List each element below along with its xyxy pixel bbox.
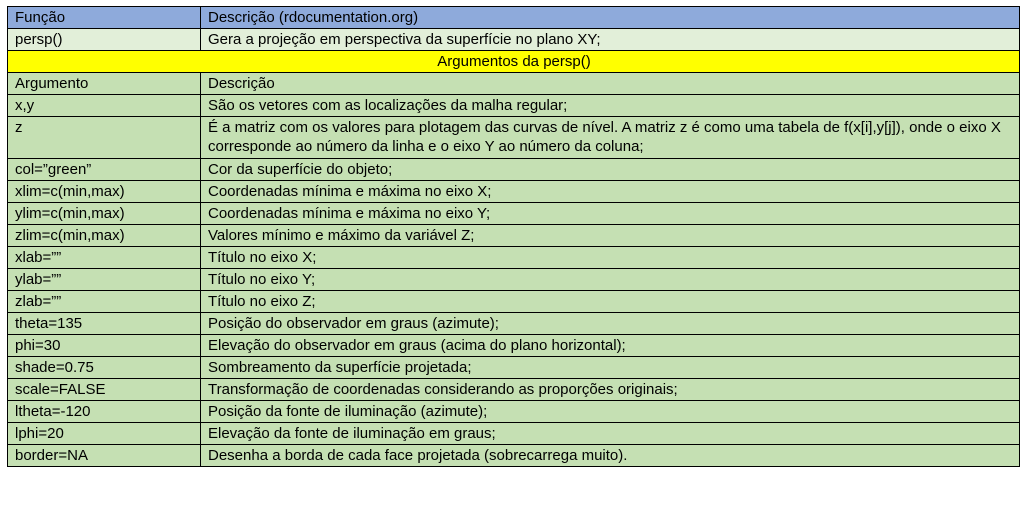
header-description-cell: Descrição (rdocumentation.org) <box>201 7 1020 29</box>
argument-name-cell: z <box>8 117 201 159</box>
argument-description-cell: Desenha a borda de cada face projetada (sobrecarrega muito). <box>201 445 1020 467</box>
persp-arguments-table <box>7 6 1020 467</box>
argument-description-cell: Coordenadas mínima e máxima no eixo Y; <box>201 203 1020 225</box>
argument-description-cell: São os vetores com as localizações da malha regular; <box>201 95 1020 117</box>
argument-name-cell: shade=0.75 <box>8 357 201 379</box>
argument-description-cell: É a matriz com os valores para plotagem das curvas de nível. A matriz z é como uma tabela de f(x[i],y[j]), onde o eixo X corresponde ao número da linha e o eixo Y ao número da coluna; <box>201 117 1020 159</box>
table-row <box>8 445 1020 467</box>
argument-name-cell: lphi=20 <box>8 423 201 445</box>
table-row <box>8 423 1020 445</box>
table-row <box>8 269 1020 291</box>
table-row <box>8 401 1020 423</box>
argument-name-cell: xlab=”” <box>8 247 201 269</box>
argument-name-cell: phi=30 <box>8 335 201 357</box>
argument-name-cell: x,y <box>8 95 201 117</box>
argument-header-cell: Argumento <box>8 73 201 95</box>
argument-name-cell: ylab=”” <box>8 269 201 291</box>
function-name-cell: persp() <box>8 29 201 51</box>
argument-description-cell: Cor da superfície do objeto; <box>201 159 1020 181</box>
argument-description-cell: Título no eixo Z; <box>201 291 1020 313</box>
argument-name-cell: theta=135 <box>8 313 201 335</box>
argument-description-cell: Título no eixo X; <box>201 247 1020 269</box>
argument-description-cell: Posição da fonte de iluminação (azimute); <box>201 401 1020 423</box>
argument-description-cell: Coordenadas mínima e máxima no eixo X; <box>201 181 1020 203</box>
argument-name-cell: xlim=c(min,max) <box>8 181 201 203</box>
argument-description-cell: Posição do observador em graus (azimute); <box>201 313 1020 335</box>
section-title-row <box>8 51 1020 73</box>
table-row <box>8 291 1020 313</box>
table-row <box>8 335 1020 357</box>
argument-name-cell: col=”green” <box>8 159 201 181</box>
arguments-header-row <box>8 73 1020 95</box>
table-row <box>8 159 1020 181</box>
argument-name-cell: ltheta=-120 <box>8 401 201 423</box>
function-row <box>8 29 1020 51</box>
header-function-cell: Função <box>8 7 201 29</box>
argument-name-cell: ylim=c(min,max) <box>8 203 201 225</box>
argument-name-cell: zlim=c(min,max) <box>8 225 201 247</box>
table-row <box>8 313 1020 335</box>
table-row <box>8 225 1020 247</box>
argument-description-cell: Título no eixo Y; <box>201 269 1020 291</box>
table-row <box>8 379 1020 401</box>
argument-name-cell: border=NA <box>8 445 201 467</box>
argument-description-header-cell: Descrição <box>201 73 1020 95</box>
argument-description-cell: Transformação de coordenadas considerando as proporções originais; <box>201 379 1020 401</box>
argument-description-cell: Elevação do observador em graus (acima do plano horizontal); <box>201 335 1020 357</box>
argument-description-cell: Sombreamento da superfície projetada; <box>201 357 1020 379</box>
table-row <box>8 95 1020 117</box>
table-header-row <box>8 7 1020 29</box>
table-row <box>8 117 1020 159</box>
argument-name-cell: scale=FALSE <box>8 379 201 401</box>
argument-name-cell: zlab=”” <box>8 291 201 313</box>
section-title-cell: Argumentos da persp() <box>8 51 1020 73</box>
table-row <box>8 247 1020 269</box>
argument-description-cell: Valores mínimo e máximo da variável Z; <box>201 225 1020 247</box>
table-row <box>8 181 1020 203</box>
function-description-cell: Gera a projeção em perspectiva da superfície no plano XY; <box>201 29 1020 51</box>
argument-description-cell: Elevação da fonte de iluminação em graus; <box>201 423 1020 445</box>
table-row <box>8 357 1020 379</box>
table-row <box>8 203 1020 225</box>
